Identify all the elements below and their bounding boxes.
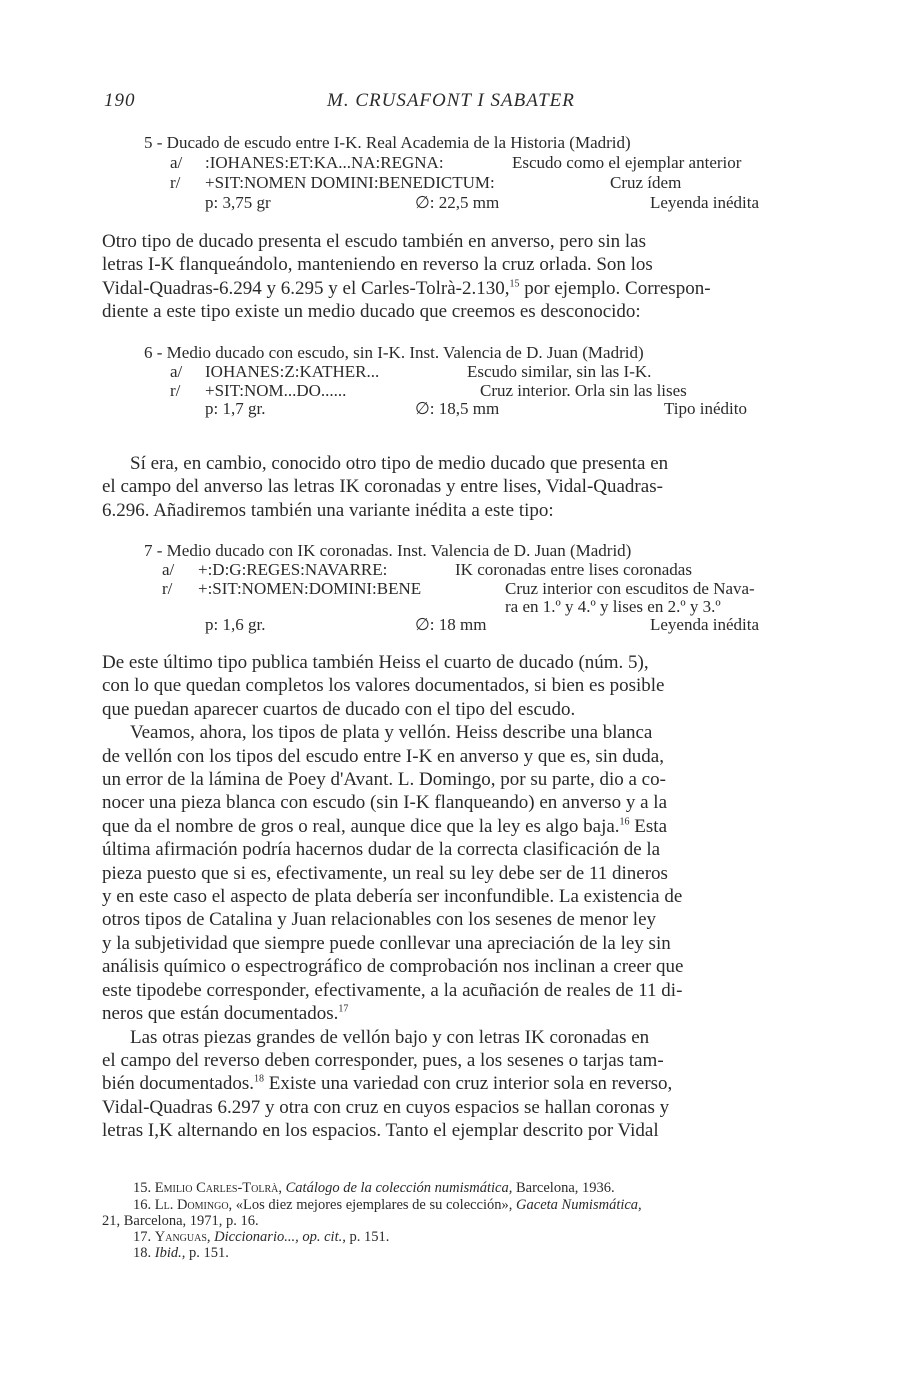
text-line: con lo que quedan completos los valores documentados, si bien es posible (102, 675, 665, 697)
obverse-description: IK coronadas entre lises coronadas (455, 560, 692, 579)
text-line: De este último tipo publica también Heiss el cuarto de ducado (núm. 5), (102, 652, 649, 673)
reverse-description: Cruz interior con escuditos de Nava- (505, 579, 755, 598)
running-title: M. CRUSAFONT I SABATER (327, 90, 575, 111)
footnote-17: 17. Yanguas, Diccionario..., op. cit., p. 151. (133, 1229, 390, 1245)
body-text (102, 651, 842, 1143)
footnote-ref-15[interactable]: 15 (509, 278, 520, 290)
legend-note: Tipo inédito (664, 399, 747, 418)
obverse-legend: :IOHANES:ET:KA...NA:REGNA: (205, 153, 444, 172)
obverse-label: a/ (170, 153, 183, 172)
legend-note: Leyenda inédita (650, 193, 760, 212)
footnote-16-cont: 21, Barcelona, 1971, p. 16. (102, 1213, 259, 1229)
obverse-label: a/ (170, 362, 183, 381)
entry-title: 5 - Ducado de escudo entre I-K. Real Academia de la Historia (Madrid) (144, 133, 631, 152)
text-line: que da el nombre de gros o real, aunque dice que la ley es algo baja.$^{16}$ Esta (102, 815, 668, 837)
text-line: y en este caso el aspecto de plata debería ser inconfundible. La existencia de (102, 886, 683, 908)
entry-title: 6 - Medio ducado con escudo, sin I-K. Inst. Valencia de D. Juan (Madrid) (144, 343, 644, 362)
reverse-description-cont: ra en 1.º y 4.º y lises en 2.º y 3.º (505, 597, 721, 616)
reverse-legend: +SIT:NOMEN DOMINI:BENEDICTUM: (205, 173, 495, 192)
text-line: Otro tipo de ducado presenta el escudo también en anverso, pero sin las (102, 231, 646, 252)
text-line: bién documentados.$^{18}$ Existe una variedad con cruz interior sola en reverso, (102, 1073, 673, 1095)
footnote-ref-18[interactable]: 18 (253, 1073, 264, 1085)
obverse-label: a/ (162, 560, 175, 579)
text-line: Las otras piezas grandes de vellón bajo y con letras IK coronadas en (130, 1026, 650, 1048)
footnote-16: 16. Ll. Domingo, «Los diez mejores ejemplares de su colección», Gaceta Numismática, (133, 1197, 642, 1213)
text-line: este tipodebe corresponder, efectivamente, a la acuñación de reales de 11 di- (102, 979, 683, 1001)
diameter: ∅: 18 mm (415, 615, 487, 634)
text-line: nocer una pieza blanca con escudo (sin I-K flanqueando) en anverso y a la (102, 792, 667, 814)
legend-note: Leyenda inédita (650, 615, 760, 634)
reverse-description: Cruz ídem (610, 173, 682, 192)
text-line: el campo del reverso deben corresponder, pues, a los sesenes o tarjas tam- (102, 1049, 664, 1071)
weight: p: 3,75 gr (205, 193, 271, 212)
text-line: un error de la lámina de Poey d'Avant. L. Domingo, por su parte, dio a co- (102, 769, 666, 791)
footnote-15: 15. Emilio Carles-Tolrà, Catálogo de la colección numismática, Barcelona, 1936. (133, 1180, 615, 1196)
footnote-ref-17[interactable]: 17 (338, 1003, 349, 1015)
obverse-description: Escudo similar, sin las I-K. (467, 362, 652, 381)
text-line: letras I,K alternando en los espacios. Tanto el ejemplar descrito por Vidal (102, 1120, 659, 1142)
text-line: Vidal-Quadras-6.294 y 6.295 y el Carles-Tolrà-2.130,15 por ejemplo. Correspon- (102, 277, 711, 299)
text-line: última afirmación podría hacernos dudar de la correcta clasificación de la (102, 839, 661, 861)
obverse-legend: IOHANES:Z:KATHER... (205, 362, 380, 381)
obverse-description: Escudo como el ejemplar anterior (512, 153, 742, 172)
weight: p: 1,6 gr. (205, 615, 266, 634)
text-line: que puedan aparecer cuartos de ducado con el tipo del escudo. (102, 698, 576, 720)
paragraph-ducado-types (102, 230, 842, 324)
weight: p: 1,7 gr. (205, 399, 266, 418)
text-line: letras I-K flanqueándolo, manteniendo en reverso la cruz orlada. Son los (102, 254, 653, 276)
text-line: análisis químico o espectrográfico de comprobación nos inclinan a creer que (102, 956, 684, 978)
text-line: 6.296. Añadiremos también una variante inédita a este tipo: (102, 499, 554, 521)
text-line: Vidal-Quadras 6.297 y otra con cruz en cuyos espacios se hallan coronas y (102, 1096, 670, 1118)
reverse-label: r/ (170, 381, 181, 400)
paragraph-medio-ducado (102, 452, 842, 522)
text-line: otros tipos de Catalina y Juan relacionables con los sesenes de menor ley (102, 909, 657, 931)
text-line: Veamos, ahora, los tipos de plata y vellón. Heiss describe una blanca (130, 722, 653, 744)
text-line: de vellón con los tipos del escudo entre I-K en anverso y que es, sin duda, (102, 745, 664, 767)
reverse-legend: +:SIT:NOMEN:DOMINI:BENE (198, 579, 422, 598)
obverse-legend: +:D:G:REGES:NAVARRE: (198, 560, 388, 579)
text-line: el campo del anverso las letras IK coronadas y entre lises, Vidal-Quadras- (102, 476, 663, 498)
footnote-ref-16[interactable]: 16 (619, 816, 630, 828)
entry-title: 7 - Medio ducado con IK coronadas. Inst. Valencia de D. Juan (Madrid) (144, 541, 632, 560)
footnote-18: 18. Ibid., p. 151. (133, 1245, 229, 1261)
reverse-legend: +SIT:NOM...DO...... (205, 381, 347, 400)
diameter: ∅: 18,5 mm (415, 399, 500, 418)
page-number: 190 (104, 90, 136, 111)
text-line: Sí era, en cambio, conocido otro tipo de medio ducado que presenta en (130, 453, 669, 474)
reverse-label: r/ (170, 173, 181, 192)
text-line: y la subjetividad que siempre puede conllevar una apreciación de la ley sin (102, 932, 671, 954)
reverse-description: Cruz interior. Orla sin las lises (480, 381, 687, 400)
text-line: pieza puesto que si es, efectivamente, un real su ley debe ser de 11 dineros (102, 862, 668, 884)
diameter: ∅: 22,5 mm (415, 193, 500, 212)
reverse-label: r/ (162, 579, 173, 598)
text-line: diente a este tipo existe un medio ducado que creemos es desconocido: (102, 301, 641, 323)
text-line: neros que están documentados.$^{17}$ (102, 1003, 349, 1025)
